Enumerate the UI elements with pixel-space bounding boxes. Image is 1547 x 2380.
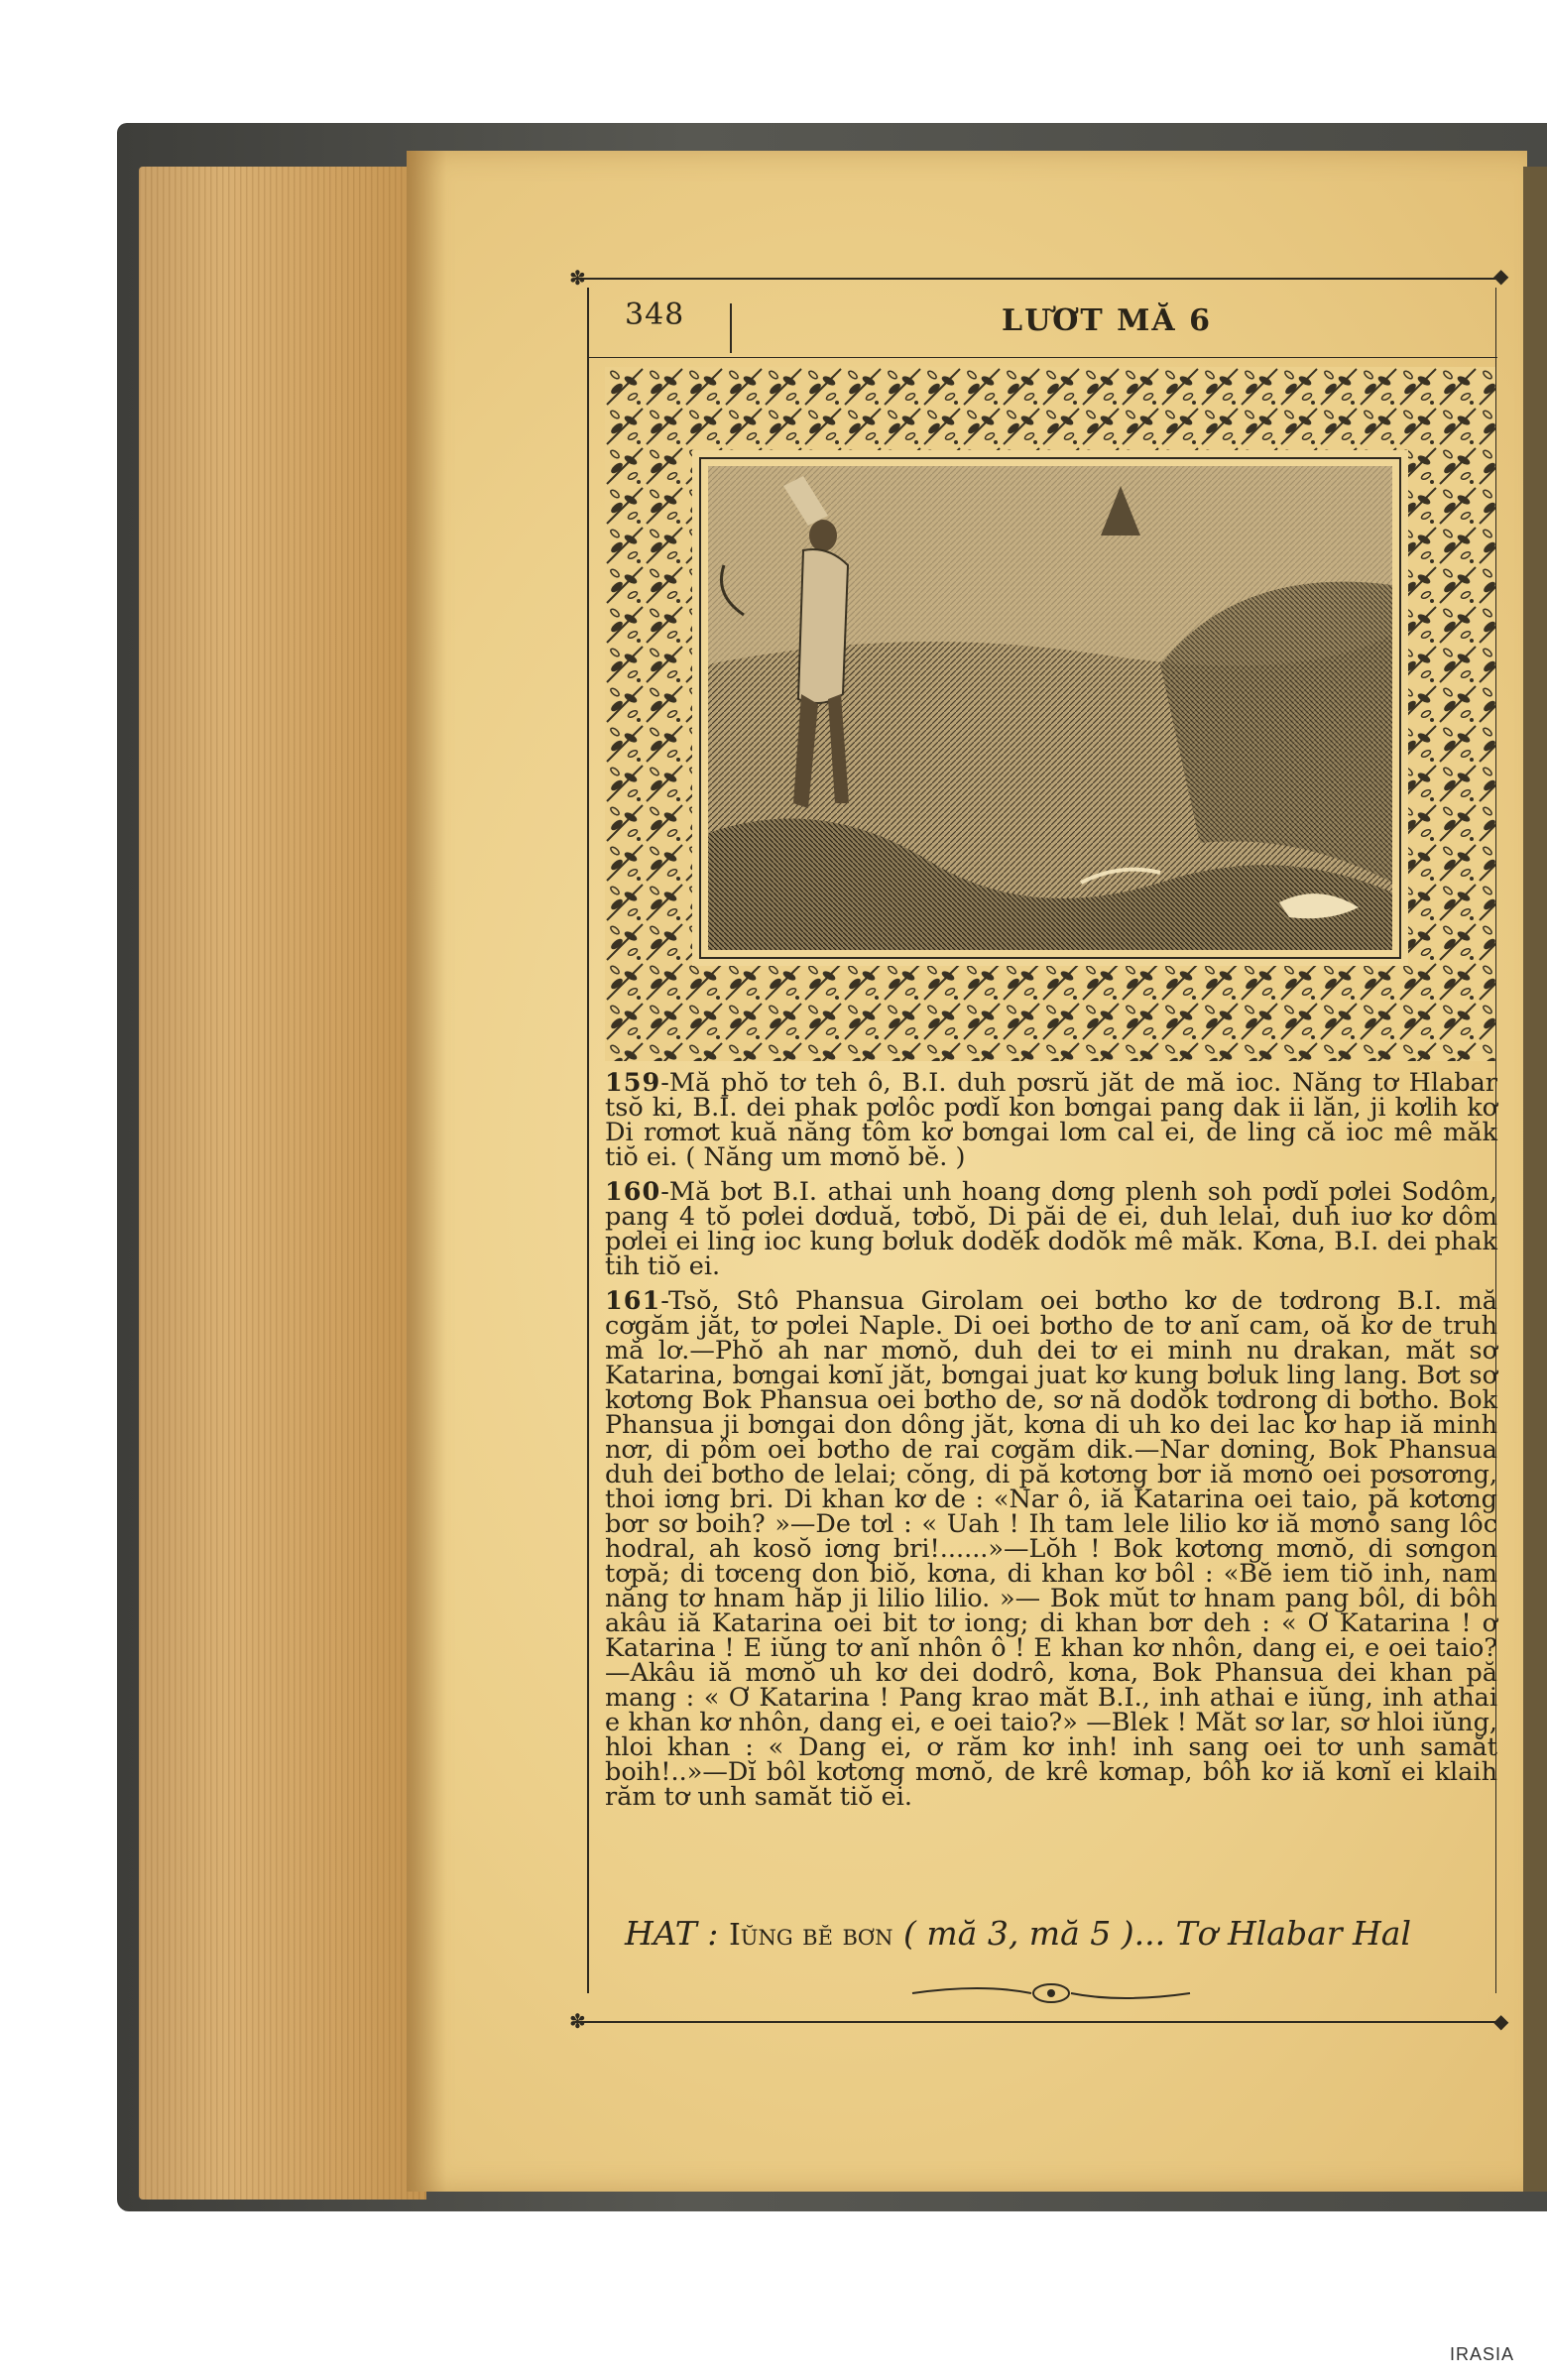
paragraph <box>605 1286 1497 1812</box>
hymn-reference <box>625 1914 1497 1953</box>
top-rule <box>575 278 1497 280</box>
bottom-rule <box>575 2021 1497 2023</box>
hymn-ref: ( mă 3, mă 5 )... Tơ Hlabar Hal <box>903 1914 1412 1953</box>
spine-edge <box>1523 167 1547 2192</box>
hymn-title: Iŭng bĕ bơn <box>728 1918 893 1953</box>
page-edges <box>139 167 426 2200</box>
fleuron-icon: ✽ <box>569 2009 586 2033</box>
paragraph-text: -Mă bơt B.I. athai unh hoang dơng plenh soh pơdĭ pơlei Sodôm, pang 4 tŏ pơlei dơduă, tơbŏ, Di păi de ei, duh lelai, duh iuơ kơ dôm pơlei ei ling ioc kung bơluk dodĕk dodŏk mê măk. Kơna, B.I. dei phak tih tiŏ ei. <box>605 1177 1497 1281</box>
paragraph-number: 160 <box>605 1177 661 1207</box>
paragraph-text: -Mă phŏ tơ teh ô, B.I. duh pơsrŭ jăt de mă ioc. Năng tơ Hlabar tsŏ ki, B.I. dei phak pơlôc pơdĭ kon bơngai pang dak ii lăn, ji kơlih kơ Di rơmơt kuă năng tôm kơ bơngai lơm cal ei, de ling că ioc mê măk tiŏ ei. ( Năng um mơnŏ bĕ. ) <box>605 1068 1497 1172</box>
engraving-icon <box>708 466 1392 950</box>
paragraph-number: 159 <box>605 1068 661 1098</box>
illustration-frame <box>605 367 1495 1061</box>
header-separator <box>730 303 732 353</box>
fleuron-icon: ◆ <box>1493 264 1509 288</box>
paragraph-text: -Tsŏ, Stô Phansua Girolam oei bơtho kơ de tơdrong B.I. mă cơgăm jăt, tơ pơlei Naple. Di oei bơtho de tơ anĭ cam, oă kơ de truh mă lơ.—Phŏ ah nar mơnŏ, duh dei tơ ei minh nu drakan, măt sơ Katarina, bơngai kơnĭ jăt, bơngai juat kơ kung bơluk ling lang. Bơt sơ kơtơng Bok Phansua oei bơtho de, sơ nă dodŏk tơdrong di bơtho. Bok Phansua ji bơngai don dông jăt, kơna di uh ko dei lac kơ hap iă minh nơr, di pôm oei bơtho de rai cơgăm dik.—Nar dơning, Bok Phansua duh dei bơtho de lelai; cŏng, di pă kơtơng bơr iă mơnŏ oei pơsơrơng, thoi iơng bri. Di khan kơ de : «Nar ô, iă Katarina oei taio, pă kơtơng bơr sơ boih? »—De tơl : « Uah ! Ih tam lele lilio kơ iă mơnŏ sang lôc hodral, ah kosŏ iơng bri!......»—Lŏh ! Bok kơtơng mơnŏ, di sơngon tơpă; di tơceng don biŏ, kơna, di khan kơ bôl : «Bĕ iem tiŏ inh, nam năng tơ hnam hăp ji lilio lilio. »— Bok mŭt tơ hnam pang bôl, di bôh akâu iă Katarina oei bit tơ iong; di khan bơr deh : « Ơ Katarina ! ơ Katarina ! E iŭng tơ anĭ nhôn ô ! E khan kơ nhôn, dang ei, e oei taio?—Akâu iă mơnŏ uh kơ dei dodrô, kơna, Bok Phansua dei khan pă mang : « Ơ Katarina ! Pang krao măt B.I., inh athai e iŭng, inh athai e khan kơ nhôn, dang ei, e oei taio?» —Blek ! Măt sơ lar, sơ hloi iŭng, hloi khan : « Dang ei, ơ răm kơ inh! inh sang oei tơ unh samăt boih!..»—Dĭ bôl kơtơng mơnŏ, de krê kơmap, bôh kơ iă kơnĭ ei klaih răm tơ unh samăt tiŏ ei. <box>605 1286 1497 1812</box>
paragraph <box>605 1177 1497 1281</box>
tailpiece-ornament-icon <box>902 1973 1200 2013</box>
watermark: IRASIA <box>1450 2344 1515 2364</box>
printed-page <box>569 264 1509 2053</box>
running-head: LƯƠT MĂ 6 <box>1002 303 1212 338</box>
left-rule <box>587 288 589 1993</box>
hymn-label: HAT : <box>625 1914 719 1953</box>
fleuron-icon: ◆ <box>1493 2009 1509 2033</box>
paragraph <box>605 1068 1497 1172</box>
gutter-shadow <box>407 151 446 2192</box>
header-rule <box>587 357 1497 358</box>
paragraph-number: 161 <box>605 1286 661 1316</box>
page-number: 348 <box>625 298 685 332</box>
fleuron-icon: ✽ <box>569 266 586 290</box>
body-text <box>605 1068 1497 1820</box>
